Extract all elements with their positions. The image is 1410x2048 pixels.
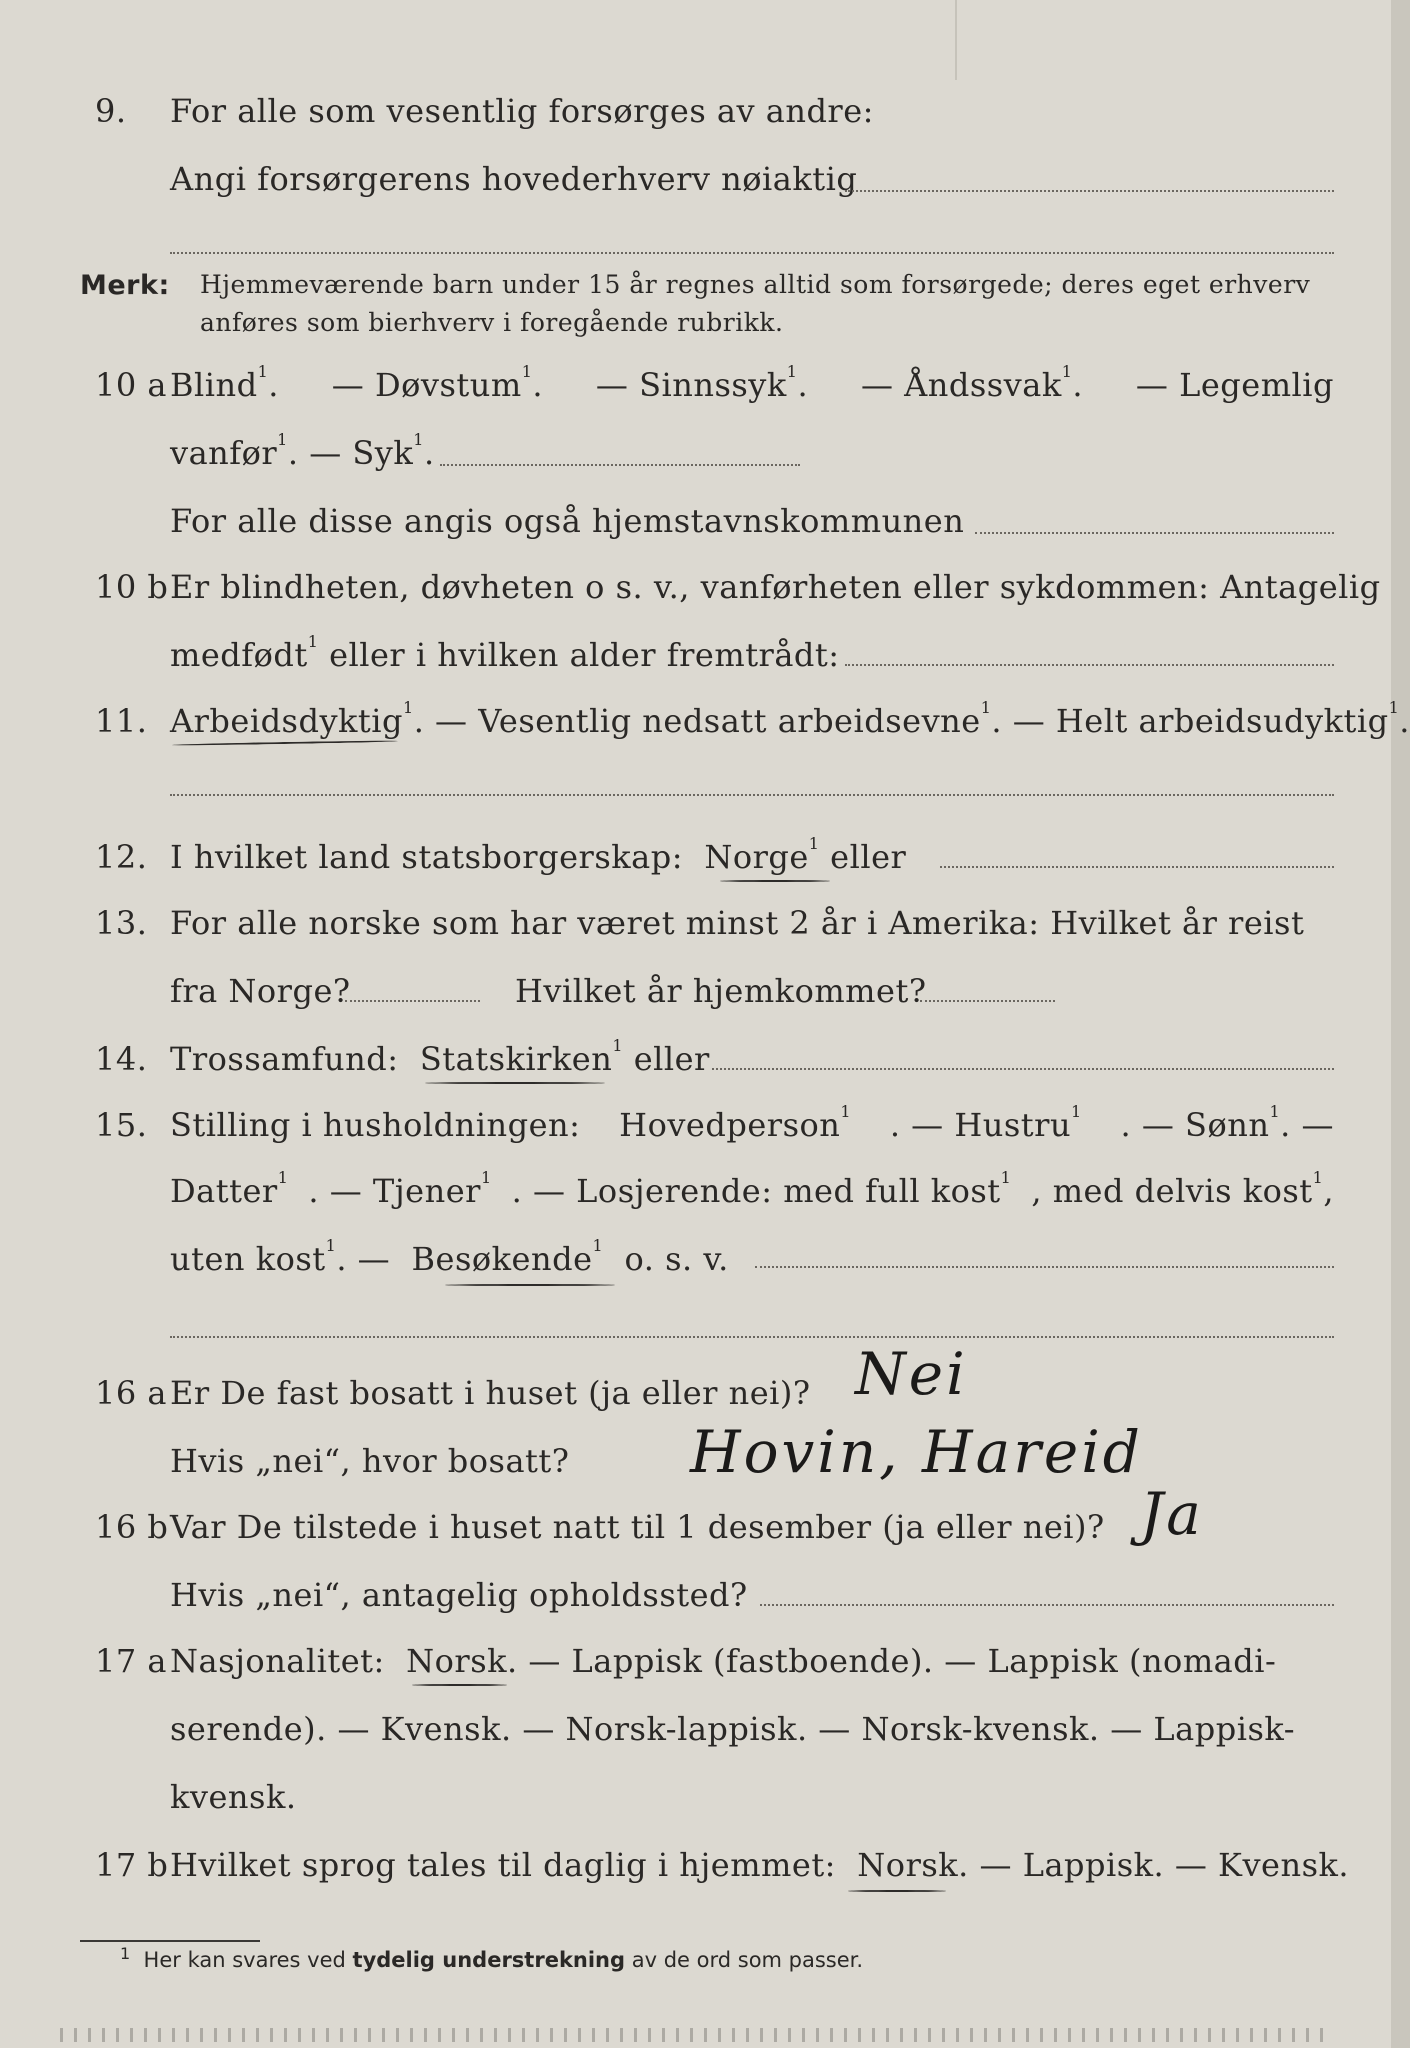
option-legemlig[interactable]: — Legemlig bbox=[1135, 366, 1334, 404]
q11-number: 11. bbox=[95, 702, 148, 740]
q16a-number: 16 a bbox=[95, 1374, 167, 1412]
option-sonn[interactable]: . — Sønn$^1$. — bbox=[1120, 1102, 1334, 1144]
handwritten-answer-nei: Nei bbox=[855, 1340, 968, 1408]
q15-answer-line[interactable] bbox=[755, 1266, 1334, 1268]
q15-row-1 bbox=[170, 1102, 1334, 1144]
option-andssvak[interactable]: — Åndssvak$^1$. bbox=[860, 362, 1084, 404]
q11-options[interactable]: Arbeidsdyktig$^1$. — Vesentlig nedsatt arbeidsevne$^1$. — Helt arbeidsudyktig$^1$. bbox=[170, 698, 1410, 740]
q14-number: 14. bbox=[95, 1040, 148, 1078]
option-hovedperson[interactable]: Hovedperson$^1$ bbox=[619, 1102, 852, 1144]
q10a-number: 10 a bbox=[95, 366, 167, 404]
q17b-text[interactable]: Hvilket sprog tales til daglig i hjemmet: Norsk. — Lappisk. — Kvensk. bbox=[170, 1846, 1350, 1884]
q17a-text-3[interactable]: kvensk. bbox=[170, 1778, 297, 1816]
q10b-answer-line[interactable] bbox=[845, 664, 1334, 666]
q16b-opholdssted: Hvis „nei“, antagelig opholdssted? bbox=[170, 1576, 748, 1614]
underline-norsk bbox=[412, 1684, 507, 1686]
q11-answer-line[interactable] bbox=[170, 794, 1334, 796]
q15-stilling: Stilling i husholdningen: bbox=[170, 1106, 581, 1144]
underline-norsk-sprog bbox=[848, 1890, 946, 1892]
q13-number: 13. bbox=[95, 904, 148, 942]
q10b-question: medfødt$^1$ eller i hvilken alder fremtrådt: bbox=[170, 632, 840, 674]
edge-scale-marks bbox=[60, 2028, 1331, 2042]
option-sinnssyk[interactable]: — Sinnssyk$^1$. bbox=[595, 362, 809, 404]
q13-fra-norge: fra Norge? bbox=[170, 972, 351, 1010]
q14-text[interactable]: Trossamfund: Statskirken$^1$ eller bbox=[170, 1036, 710, 1078]
q16b-question: Var De tilstede i huset natt til 1 desember (ja eller nei)? bbox=[170, 1508, 1105, 1546]
option-blind[interactable]: Blind$^1$. bbox=[170, 362, 279, 404]
handwritten-answer-place: Hovin, Hareid bbox=[690, 1418, 1143, 1486]
q15-row-2 bbox=[170, 1168, 1334, 1210]
fold-line bbox=[955, 0, 957, 80]
option-vanfor-syk[interactable]: vanfør$^1$. — Syk$^1$. bbox=[170, 430, 435, 472]
q15-answer-line-2[interactable] bbox=[170, 1336, 1334, 1338]
q17a-number: 17 a bbox=[95, 1642, 167, 1680]
q16b-number: 16 b bbox=[95, 1508, 169, 1546]
option-hustru[interactable]: . — Hustru$^1$ bbox=[889, 1102, 1082, 1144]
handwritten-answer-ja: Ja bbox=[1140, 1480, 1204, 1548]
q13-hjemkommet: Hvilket år hjemkommet? bbox=[515, 972, 927, 1010]
q10b-text: Er blindheten, døvheten o s. v., vanførheten eller sykdommen: Antagelig bbox=[170, 568, 1381, 606]
q10b-number: 10 b bbox=[95, 568, 169, 606]
q9-answer-line[interactable] bbox=[845, 190, 1334, 192]
q10a-hjemstavn: For alle disse angis også hjemstavnskommunen bbox=[170, 502, 965, 540]
q14-answer-line[interactable] bbox=[712, 1068, 1334, 1070]
q12-text[interactable]: I hvilket land statsborgerskap: Norge$^1$ eller bbox=[170, 834, 907, 876]
footnote-rule bbox=[80, 1940, 260, 1942]
q9-answer-line-2[interactable] bbox=[170, 252, 1334, 254]
q17a-text-2[interactable]: serende). — Kvensk. — Norsk-lappisk. — Norsk-kvensk. — Lappisk- bbox=[170, 1710, 1296, 1748]
q16b-answer-line[interactable] bbox=[760, 1604, 1334, 1606]
q9-text: For alle som vesentlig forsørges av andre: bbox=[170, 92, 874, 130]
q13-reist-line[interactable] bbox=[345, 1000, 480, 1002]
q10a-hjemstavn-line[interactable] bbox=[975, 532, 1334, 534]
q17b-number: 17 b bbox=[95, 1846, 169, 1884]
q12-answer-line[interactable] bbox=[940, 866, 1334, 868]
q16a-question: Er De fast bosatt i huset (ja eller nei)? bbox=[170, 1374, 811, 1412]
option-delvis-kost[interactable]: , med delvis kost$^1$, bbox=[1031, 1168, 1334, 1210]
q12-number: 12. bbox=[95, 838, 148, 876]
option-dovstum[interactable]: — Døvstum$^1$. bbox=[331, 362, 544, 404]
underline-norge bbox=[720, 880, 830, 882]
option-uten-kost[interactable]: uten kost$^1$. — Besøkende$^1$ o. s. v. bbox=[170, 1236, 729, 1278]
underline-statskirken bbox=[425, 1082, 605, 1084]
q17a-text[interactable]: Nasjonalitet: Norsk. — Lappisk (fastboende). — Lappisk (nomadi- bbox=[170, 1642, 1277, 1680]
merk-text-1: Hjemmeværende barn under 15 år regnes alltid som forsørgede; deres eget erhverv bbox=[200, 270, 1311, 299]
footnote: $^1$ Her kan svares ved tydelig understrekning av de ord som passer. bbox=[120, 1944, 864, 1972]
q13-hjemkommet-line[interactable] bbox=[920, 1000, 1055, 1002]
q15-number: 15. bbox=[95, 1106, 148, 1144]
q10a-options bbox=[170, 362, 1334, 404]
option-losjerende[interactable]: . — Losjerende: med full kost$^1$ bbox=[511, 1168, 1012, 1210]
option-datter[interactable]: Datter$^1$ bbox=[170, 1168, 289, 1210]
q9-number: 9. bbox=[95, 92, 127, 130]
merk-text-2: anføres som bierhverv i foregående rubrikk. bbox=[200, 308, 784, 337]
q13-text: For alle norske som har været minst 2 år i Amerika: Hvilket år reist bbox=[170, 904, 1305, 942]
q16a-bosatt: Hvis „nei“, hvor bosatt? bbox=[170, 1442, 570, 1480]
underline-arbeidsdyktig bbox=[172, 740, 398, 746]
underline-besokende bbox=[445, 1284, 615, 1286]
q10a-answer-line[interactable] bbox=[440, 464, 800, 466]
q9-question: Angi forsørgerens hovederhverv nøiaktig bbox=[170, 160, 858, 198]
merk-label: Merk: bbox=[80, 270, 170, 301]
option-tjener[interactable]: . — Tjener$^1$ bbox=[308, 1168, 492, 1210]
